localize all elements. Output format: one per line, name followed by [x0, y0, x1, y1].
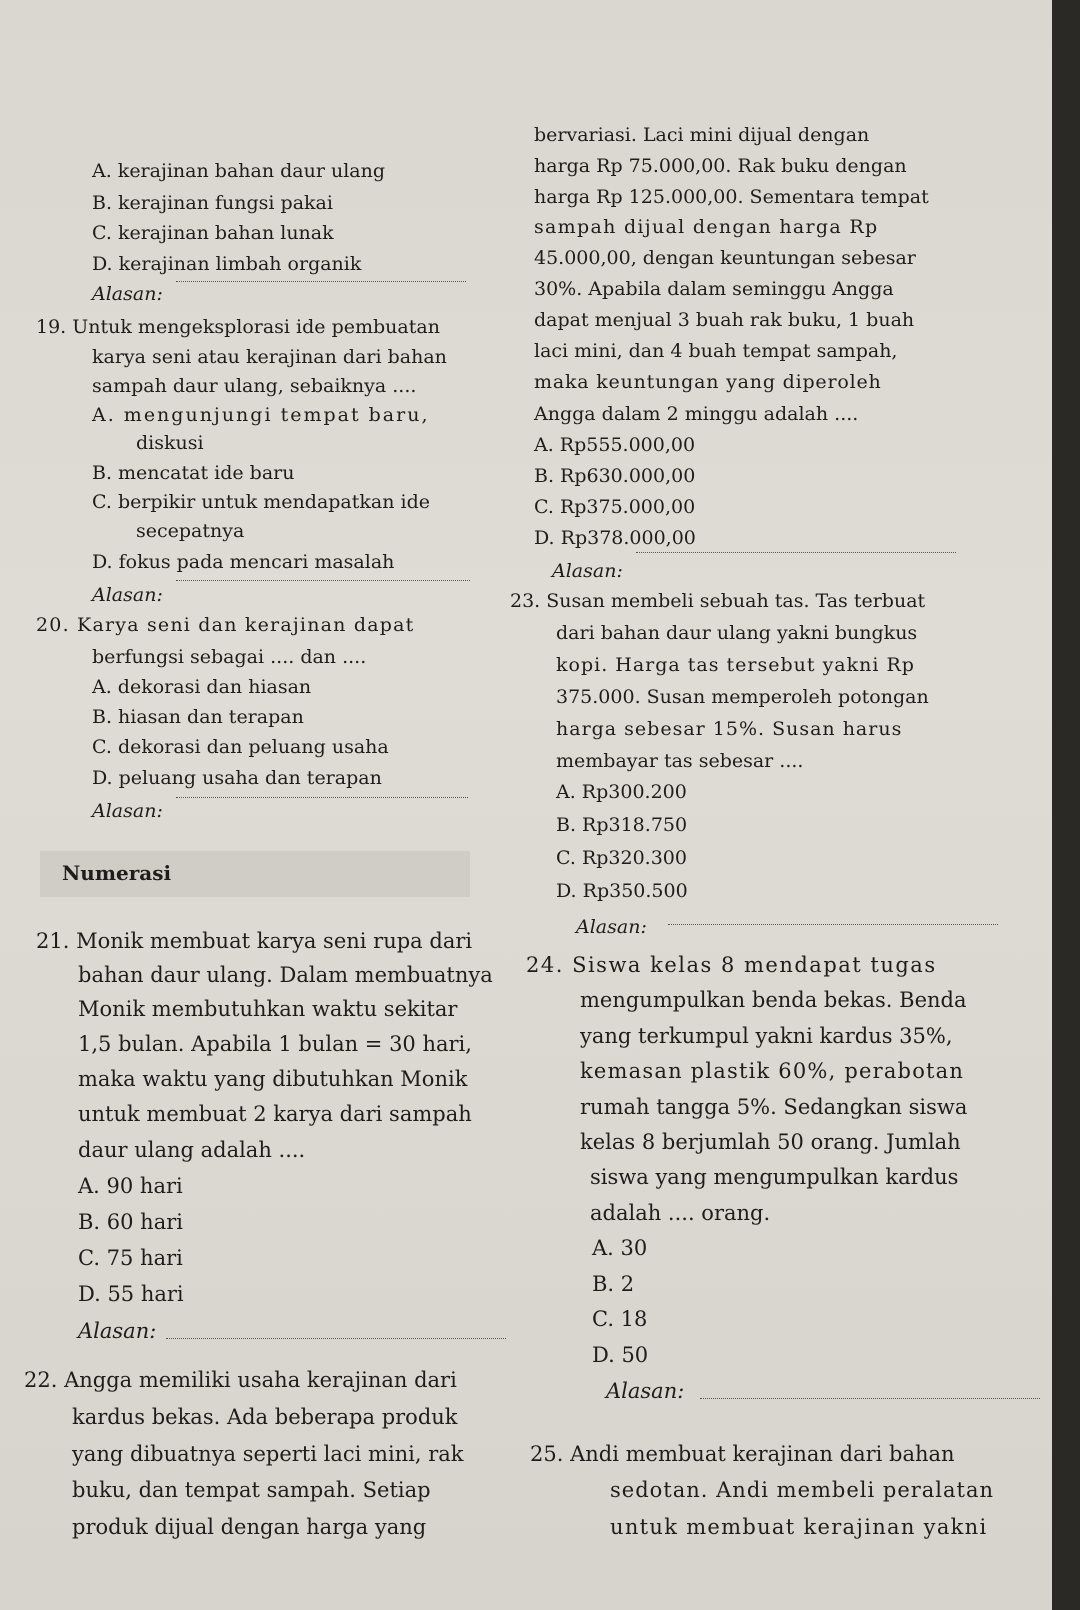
q25-stem-3: untuk membuat kerajinan yakni — [610, 1515, 988, 1539]
q22-option-b: B. Rp630.000,00 — [534, 465, 696, 487]
q24-option-c: C. 18 — [592, 1307, 648, 1331]
q21-stem-3: Monik membutuhkan waktu sekitar — [78, 997, 458, 1021]
q24-stem-3: yang terkumpul yakni kardus 35%, — [580, 1024, 953, 1048]
q24-alasan-label: Alasan: — [606, 1379, 685, 1403]
q23-stem-6: membayar tas sebesar .... — [556, 750, 804, 772]
q23-option-b: B. Rp318.750 — [556, 814, 688, 836]
q22-stem-2: kardus bekas. Ada beberapa produk — [72, 1405, 458, 1429]
q24-stem-8: adalah .... orang. — [590, 1201, 771, 1225]
q19-stem-3: sampah daur ulang, sebaiknya .... — [92, 375, 417, 397]
q24-stem-4: kemasan plastik 60%, perabotan — [580, 1059, 965, 1083]
q21-stem-4: 1,5 bulan. Apabila 1 bulan = 30 hari, — [78, 1032, 472, 1056]
q21-option-b: B. 60 hari — [78, 1210, 183, 1234]
q19-option-d: D. fokus pada mencari masalah — [92, 551, 395, 573]
q20-alasan-label: Alasan: — [92, 800, 163, 822]
prev-option-d: D. kerajinan limbah organik — [92, 253, 362, 275]
q20-option-a: A. dekorasi dan hiasan — [92, 676, 312, 698]
prev-option-b: B. kerajinan fungsi pakai — [92, 192, 333, 214]
q22-cont-line-6: 30%. Apabila dalam seminggu Angga — [534, 278, 894, 300]
q21-stem-1: 21. Monik membuat karya seni rupa dari — [36, 929, 473, 953]
q22-cont-line-7: dapat menjual 3 buah rak buku, 1 buah — [534, 309, 915, 331]
q22-alasan-line — [636, 552, 956, 553]
q19-alasan-label: Alasan: — [92, 584, 163, 606]
q19-stem-2: karya seni atau kerajinan dari bahan — [92, 346, 447, 368]
q19-option-b: B. mencatat ide baru — [92, 462, 295, 484]
q21-option-c: C. 75 hari — [78, 1246, 183, 1270]
q21-stem-7: daur ulang adalah .... — [78, 1138, 306, 1162]
q22-option-a: A. Rp555.000,00 — [534, 434, 696, 456]
q23-option-d: D. Rp350.500 — [556, 880, 688, 902]
q21-option-d: D. 55 hari — [78, 1282, 184, 1306]
q22-stem-5: produk dijual dengan harga yang — [72, 1515, 427, 1539]
q24-option-a: A. 30 — [592, 1236, 648, 1260]
q22-stem-1: 22. Angga memiliki usaha kerajinan dari — [24, 1368, 457, 1392]
q22-cont-line-3: harga Rp 125.000,00. Sementara tempat — [534, 186, 929, 208]
prev-option-a: A. kerajinan bahan daur ulang — [92, 160, 385, 182]
q20-option-d: D. peluang usaha dan terapan — [92, 767, 382, 789]
q23-stem-3: kopi. Harga tas tersebut yakni Rp — [556, 654, 915, 676]
q19-option-a-cont: diskusi — [136, 432, 204, 454]
q24-option-d: D. 50 — [592, 1343, 649, 1367]
q22-stem-3: yang dibuatnya seperti laci mini, rak — [72, 1442, 464, 1466]
q24-alasan-line — [700, 1398, 1040, 1399]
q19-option-a: A. mengunjungi tempat baru, — [92, 404, 430, 426]
q19-alasan-line — [176, 580, 470, 581]
q23-stem-5: harga sebesar 15%. Susan harus — [556, 718, 903, 740]
q22-option-d: D. Rp378.000,00 — [534, 527, 696, 549]
section-title: Numerasi — [62, 861, 172, 885]
q19-option-c: C. berpikir untuk mendapatkan ide — [92, 491, 430, 513]
q22-alasan-label: Alasan: — [552, 560, 623, 582]
prev-option-c: C. kerajinan bahan lunak — [92, 222, 334, 244]
q24-stem-6: kelas 8 berjumlah 50 orang. Jumlah — [580, 1130, 961, 1154]
q23-alasan-line — [668, 924, 998, 925]
q23-option-c: C. Rp320.300 — [556, 847, 687, 869]
q22-stem-4: buku, dan tempat sampah. Setiap — [72, 1478, 431, 1502]
q22-cont-line-10: Angga dalam 2 minggu adalah .... — [534, 403, 859, 425]
q22-cont-line-8: laci mini, dan 4 buah tempat sampah, — [534, 340, 898, 362]
q24-stem-2: mengumpulkan benda bekas. Benda — [580, 988, 967, 1012]
q20-stem-1: 20. Karya seni dan kerajinan dapat — [36, 614, 415, 636]
q23-stem-4: 375.000. Susan memperoleh potongan — [556, 686, 929, 708]
q20-stem-2: berfungsi sebagai .... dan .... — [92, 646, 367, 668]
q22-cont-line-2: harga Rp 75.000,00. Rak buku dengan — [534, 155, 907, 177]
q19-stem-1: 19. Untuk mengeksplorasi ide pembuatan — [36, 316, 440, 338]
q25-stem-2: sedotan. Andi membeli peralatan — [610, 1478, 995, 1502]
q21-stem-2: bahan daur ulang. Dalam membuatnya — [78, 963, 493, 987]
prev-alasan-line — [176, 281, 466, 282]
q22-cont-line-9: maka keuntungan yang diperoleh — [534, 371, 882, 393]
section-numerasi — [40, 851, 470, 897]
q22-cont-line-5: 45.000,00, dengan keuntungan sebesar — [534, 247, 916, 269]
q23-option-a: A. Rp300.200 — [556, 781, 687, 803]
q21-alasan-line — [166, 1338, 506, 1339]
q24-stem-5: rumah tangga 5%. Sedangkan siswa — [580, 1095, 968, 1119]
q21-option-a: A. 90 hari — [78, 1174, 183, 1198]
q21-alasan-label: Alasan: — [78, 1319, 157, 1343]
q23-stem-2: dari bahan daur ulang yakni bungkus — [556, 622, 918, 644]
q24-option-b: B. 2 — [592, 1272, 635, 1296]
q21-stem-5: maka waktu yang dibutuhkan Monik — [78, 1067, 468, 1091]
q20-option-c: C. dekorasi dan peluang usaha — [92, 736, 389, 758]
q24-stem-1: 24. Siswa kelas 8 mendapat tugas — [526, 953, 937, 977]
q22-cont-line-4: sampah dijual dengan harga Rp — [534, 216, 879, 238]
q21-stem-6: untuk membuat 2 karya dari sampah — [78, 1102, 472, 1126]
prev-alasan-label: Alasan: — [92, 283, 163, 305]
q24-stem-7: siswa yang mengumpulkan kardus — [590, 1165, 959, 1189]
q23-stem-1: 23. Susan membeli sebuah tas. Tas terbuat — [510, 590, 926, 612]
q23-alasan-label: Alasan: — [576, 916, 647, 938]
q20-option-b: B. hiasan dan terapan — [92, 706, 304, 728]
q22-cont-line-1: bervariasi. Laci mini dijual dengan — [534, 124, 870, 146]
q20-alasan-line — [176, 797, 468, 798]
q22-option-c: C. Rp375.000,00 — [534, 496, 696, 518]
q19-option-c-cont: secepatnya — [136, 520, 245, 542]
q25-stem-1: 25. Andi membuat kerajinan dari bahan — [530, 1442, 955, 1466]
